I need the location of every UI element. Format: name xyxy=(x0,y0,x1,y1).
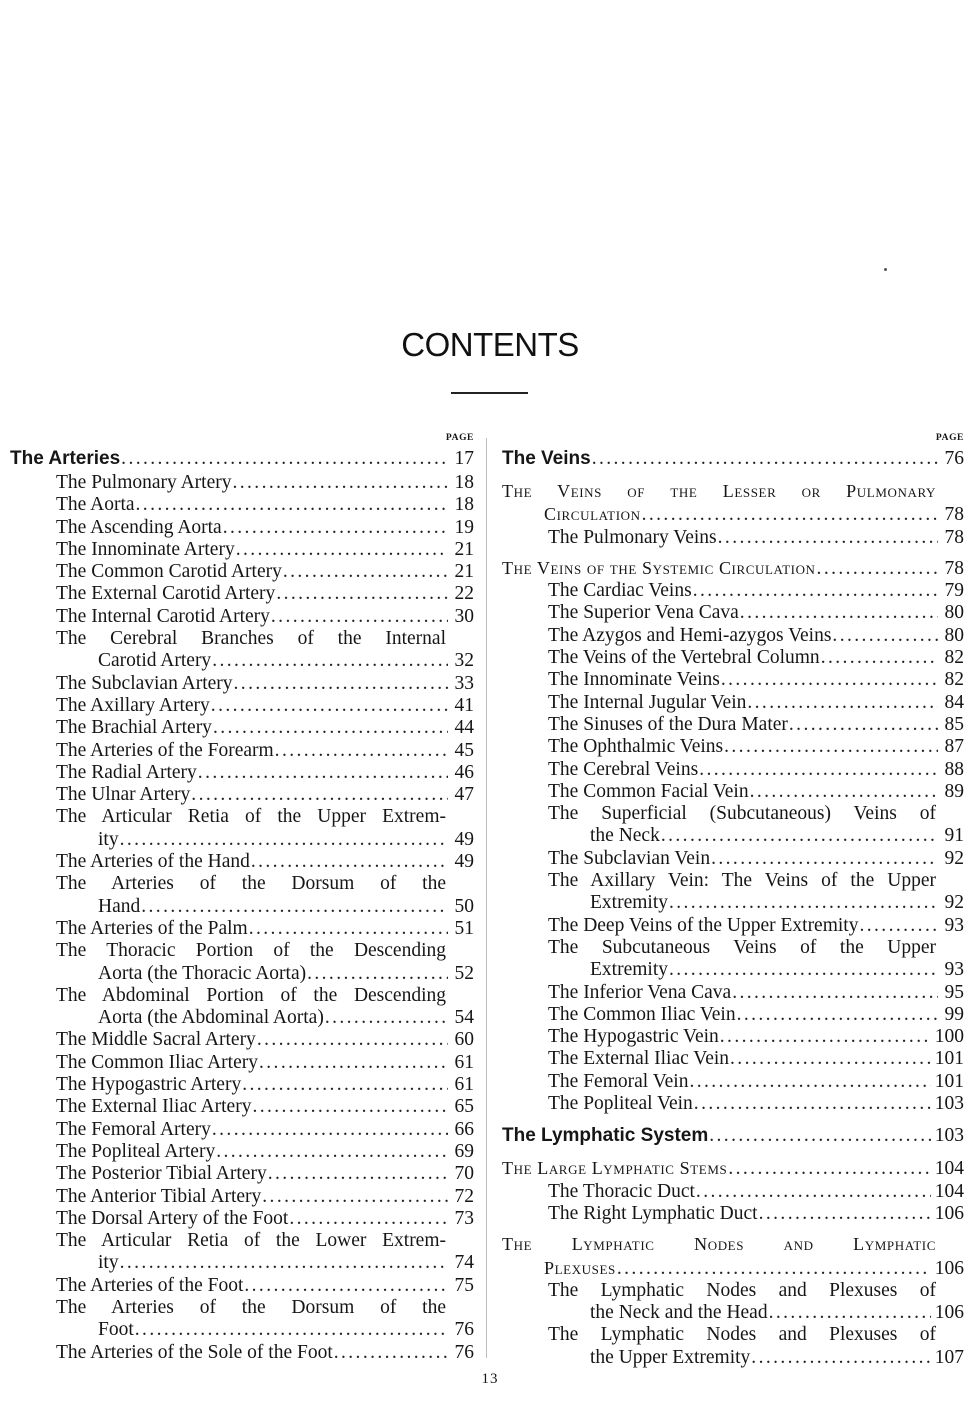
dot-leader xyxy=(271,606,448,628)
contents-left-column xyxy=(10,430,474,1364)
toc-page-number: 107 xyxy=(934,1346,964,1368)
toc-entry[interactable] xyxy=(10,472,474,494)
toc-page-number: 49 xyxy=(454,828,474,850)
toc-page-number: 19 xyxy=(454,516,474,538)
dot-leader xyxy=(750,781,938,803)
toc-entry-title: The Arteries of the Foot xyxy=(56,1274,244,1296)
toc-entry-title: The Lymphatic System xyxy=(502,1125,709,1147)
dot-leader xyxy=(232,472,448,494)
toc-entry-title: The Hypogastric Artery xyxy=(56,1074,242,1096)
toc-page-number: 47 xyxy=(454,784,474,806)
toc-entry-title: The Common Carotid Artery xyxy=(56,561,282,583)
toc-entry-title: The External Iliac Artery xyxy=(56,1096,252,1118)
toc-page-number: 79 xyxy=(944,580,964,602)
dot-leader xyxy=(276,583,448,605)
dot-leader xyxy=(699,759,938,781)
dot-leader xyxy=(751,1347,930,1369)
toc-page-number: 104 xyxy=(934,1158,964,1180)
section-gap xyxy=(502,1225,964,1233)
toc-entry-title: The Common Iliac Artery xyxy=(56,1051,258,1073)
toc-page-number: 78 xyxy=(944,526,964,548)
dot-leader xyxy=(249,918,448,940)
toc-chapter[interactable] xyxy=(502,446,964,472)
toc-entry-title: The Arteries of the Sole of the Foot xyxy=(56,1341,333,1363)
toc-entry-title: Circulation xyxy=(544,504,641,525)
section-gap xyxy=(502,1115,964,1123)
toc-entry[interactable] xyxy=(10,695,474,717)
toc-page-number: 32 xyxy=(454,650,474,672)
dot-leader xyxy=(721,669,938,691)
toc-entry-title: The Cardiac Veins xyxy=(548,580,692,602)
toc-entry[interactable] xyxy=(502,759,964,781)
toc-entry-title: The Femoral Vein xyxy=(548,1070,689,1092)
toc-entry-title: The Aorta xyxy=(56,494,135,516)
title-rule xyxy=(451,392,528,394)
toc-page-number: 92 xyxy=(944,847,964,869)
dot-leader xyxy=(211,695,448,717)
toc-entry-title: The Articular Retia of the Upper Extrem- xyxy=(56,806,446,828)
toc-entry[interactable] xyxy=(10,1119,474,1141)
toc-entry[interactable] xyxy=(10,940,474,985)
toc-entry[interactable] xyxy=(502,1026,964,1048)
dot-leader xyxy=(689,1071,930,1093)
dot-leader xyxy=(709,1123,931,1149)
section-gap xyxy=(502,1149,964,1157)
toc-entry[interactable] xyxy=(502,937,964,982)
toc-entry-title: ity xyxy=(98,1252,119,1274)
toc-chapter[interactable] xyxy=(502,1123,964,1149)
toc-entry[interactable] xyxy=(502,781,964,803)
dot-leader xyxy=(693,580,938,602)
toc-entry[interactable] xyxy=(10,1141,474,1163)
toc-page-number: 54 xyxy=(454,1007,474,1029)
toc-page-number: 49 xyxy=(454,851,474,873)
toc-entry[interactable] xyxy=(10,717,474,739)
dot-leader xyxy=(275,740,448,762)
toc-entry-title: The Subclavian Vein xyxy=(548,847,711,869)
toc-entry-title: The Ascending Aorta xyxy=(56,516,222,538)
toc-page-number: 106 xyxy=(934,1257,964,1279)
toc-page-number: 100 xyxy=(934,1026,964,1048)
toc-entry-title: ity xyxy=(98,828,119,850)
toc-entry-title: The Veins of the Lesser or Pulmonary xyxy=(502,481,936,501)
toc-entry[interactable] xyxy=(10,851,474,873)
toc-entry[interactable] xyxy=(502,982,964,1004)
dot-leader xyxy=(696,1181,931,1203)
dot-leader xyxy=(289,1208,448,1230)
toc-page-number: 82 xyxy=(944,669,964,691)
toc-entry[interactable] xyxy=(502,602,964,624)
toc-entry-title: The Internal Jugular Vein xyxy=(548,691,747,713)
toc-entry-title: Aorta (the Thoracic Aorta) xyxy=(98,962,307,984)
toc-page-number: 76 xyxy=(454,1341,474,1363)
toc-entry[interactable] xyxy=(10,561,474,583)
toc-list-right xyxy=(502,446,964,1369)
toc-entry[interactable] xyxy=(10,1342,474,1364)
dot-leader xyxy=(694,1093,931,1115)
dot-leader xyxy=(832,625,938,647)
toc-entry-title: The Cerebral Veins xyxy=(548,758,699,780)
toc-page-number: 76 xyxy=(454,1319,474,1341)
toc-page-number: 66 xyxy=(454,1118,474,1140)
toc-page-number: 41 xyxy=(454,694,474,716)
page-title: CONTENTS xyxy=(401,326,579,363)
dot-leader xyxy=(136,494,448,516)
dot-leader xyxy=(592,446,938,472)
toc-entry[interactable] xyxy=(10,1163,474,1185)
toc-entry[interactable] xyxy=(502,692,964,714)
toc-entry-title: The Superior Vena Cava xyxy=(548,602,739,624)
toc-entry-title: The Axillary Artery xyxy=(56,694,210,716)
toc-page-number: 73 xyxy=(454,1207,474,1229)
toc-page-number: 44 xyxy=(454,717,474,739)
dot-leader xyxy=(216,1141,448,1163)
toc-entry-title: The Arteries of the Forearm xyxy=(56,739,274,761)
toc-page-number: 106 xyxy=(934,1302,964,1324)
dot-leader xyxy=(242,1074,448,1096)
toc-entry-title: Plexuses xyxy=(544,1257,616,1278)
toc-entry-title: The Azygos and Hemi-azygos Veins xyxy=(548,624,832,646)
toc-page-number: 18 xyxy=(454,494,474,516)
dot-leader xyxy=(120,829,448,851)
toc-entry-title: The Innominate Artery xyxy=(56,538,235,560)
toc-entry-title: the Neck xyxy=(590,825,660,847)
toc-entry-title: The Cerebral Branches of the Internal xyxy=(56,628,446,650)
page-column-label: PAGE xyxy=(935,433,964,443)
toc-entry-title: The Common Iliac Vein xyxy=(548,1003,736,1025)
toc-page-number: 85 xyxy=(944,713,964,735)
toc-entry-title: The Radial Artery xyxy=(56,761,197,783)
toc-entry[interactable] xyxy=(10,740,474,762)
toc-entry-title: The Ophthalmic Veins xyxy=(548,736,724,758)
toc-entry[interactable] xyxy=(10,1230,474,1275)
toc-entry[interactable] xyxy=(10,517,474,539)
toc-page-number: 65 xyxy=(454,1096,474,1118)
toc-page-number: 60 xyxy=(454,1029,474,1051)
toc-entry-title: The Arteries of the Dorsum of the xyxy=(56,873,446,895)
toc-page-number: 91 xyxy=(944,825,964,847)
toc-entry[interactable] xyxy=(10,1275,474,1297)
toc-page-number: 89 xyxy=(944,780,964,802)
toc-entry-title: The Middle Sacral Artery xyxy=(56,1029,256,1051)
toc-page-number: 22 xyxy=(454,583,474,605)
toc-page-number: 70 xyxy=(454,1163,474,1185)
toc-entry-title: The Veins of the Systemic Circulation xyxy=(502,557,816,578)
toc-page-number: 61 xyxy=(454,1051,474,1073)
toc-entry[interactable] xyxy=(10,673,474,695)
toc-entry-title: The Sinuses of the Dura Mater xyxy=(548,713,788,735)
toc-section[interactable] xyxy=(502,1157,964,1180)
toc-entry[interactable] xyxy=(502,915,964,937)
toc-entry[interactable] xyxy=(502,1280,964,1325)
toc-entry-title: The Articular Retia of the Lower Extrem- xyxy=(56,1230,446,1252)
dot-leader xyxy=(262,1186,448,1208)
dot-leader xyxy=(213,717,448,739)
dot-leader xyxy=(821,647,938,669)
toc-page-number: 61 xyxy=(454,1074,474,1096)
toc-entry-title: Aorta (the Abdominal Aorta) xyxy=(98,1007,324,1029)
dot-leader xyxy=(724,736,938,758)
toc-entry[interactable] xyxy=(502,1203,964,1225)
toc-entry[interactable] xyxy=(502,1181,964,1203)
toc-entry[interactable] xyxy=(502,1093,964,1115)
page-column-label: PAGE xyxy=(445,433,474,443)
toc-entry-title: The Subclavian Artery xyxy=(56,672,233,694)
toc-entry-title: The Superficial (Subcutaneous) Veins of xyxy=(548,803,936,825)
toc-entry-title: The Abdominal Portion of the Descending xyxy=(56,984,446,1006)
dot-leader xyxy=(661,825,938,847)
toc-entry[interactable] xyxy=(10,784,474,806)
dot-leader xyxy=(669,959,938,981)
dot-leader xyxy=(730,1048,931,1070)
toc-section[interactable] xyxy=(502,557,964,580)
toc-page-number: 103 xyxy=(934,1125,964,1147)
toc-entry[interactable] xyxy=(10,1052,474,1074)
dot-leader xyxy=(732,982,938,1004)
dot-leader xyxy=(737,1004,938,1026)
toc-entry-title: The Right Lymphatic Duct xyxy=(548,1202,758,1224)
toc-page-number: 87 xyxy=(944,736,964,758)
toc-page-number: 93 xyxy=(944,914,964,936)
dot-leader xyxy=(740,602,938,624)
toc-section[interactable] xyxy=(502,480,964,527)
toc-entry[interactable] xyxy=(502,647,964,669)
dot-leader xyxy=(257,1029,448,1051)
dot-leader xyxy=(307,963,448,985)
page-number: 13 xyxy=(481,1371,499,1387)
toc-page-number: 80 xyxy=(944,624,964,646)
toc-entry-title: The Subcutaneous Veins of the Upper xyxy=(548,936,936,958)
dot-leader xyxy=(191,784,448,806)
dot-leader xyxy=(120,1252,448,1274)
toc-entry[interactable] xyxy=(10,1186,474,1208)
toc-entry-title: The Deep Veins of the Upper Extremity xyxy=(548,914,859,936)
dot-leader xyxy=(334,1342,448,1364)
dot-leader xyxy=(759,1203,931,1225)
toc-page-number: 18 xyxy=(454,472,474,493)
toc-page-number: 75 xyxy=(454,1274,474,1296)
toc-entry[interactable] xyxy=(502,625,964,647)
toc-page-number: 101 xyxy=(934,1070,964,1092)
toc-entry-title: The Thoracic Duct xyxy=(548,1180,695,1202)
toc-entry-title: The Inferior Vena Cava xyxy=(548,981,732,1003)
toc-entry-title: The Femoral Artery xyxy=(56,1118,211,1140)
toc-entry-title: The External Iliac Vein xyxy=(548,1048,730,1070)
toc-entry-title: The Lymphatic Nodes and Plexuses of xyxy=(548,1324,936,1346)
toc-entry-title: The Lymphatic Nodes and Lymphatic xyxy=(502,1234,936,1255)
toc-page-number: 76 xyxy=(944,448,964,469)
dot-leader xyxy=(859,915,938,937)
toc-page-number: 78 xyxy=(944,557,964,579)
toc-entry-title: The Pulmonary Artery xyxy=(56,472,232,493)
toc-entry-title: The Pulmonary Veins xyxy=(548,526,717,548)
toc-entry-title: The Ulnar Artery xyxy=(56,784,191,806)
dot-leader xyxy=(718,527,938,549)
toc-page-number: 17 xyxy=(454,448,474,469)
toc-entry[interactable] xyxy=(10,539,474,561)
dot-leader xyxy=(789,714,938,736)
toc-entry-title: The Large Lymphatic Stems xyxy=(502,1158,728,1179)
toc-entry-title: The Arteries of the Hand xyxy=(56,851,250,873)
toc-entry-title: The Thoracic Portion of the Descending xyxy=(56,940,446,962)
toc-entry[interactable] xyxy=(502,1048,964,1070)
toc-entry-title: Extremity xyxy=(590,892,668,914)
dot-leader xyxy=(198,762,448,784)
toc-entry[interactable] xyxy=(502,870,964,915)
toc-page-number: 51 xyxy=(454,917,474,939)
toc-page-number: 52 xyxy=(454,962,474,984)
toc-entry[interactable] xyxy=(10,873,474,918)
dot-leader xyxy=(251,851,448,873)
toc-entry[interactable] xyxy=(502,848,964,870)
toc-entry-title: The Veins of the Vertebral Column xyxy=(548,647,820,669)
toc-page-number: 93 xyxy=(944,959,964,981)
toc-entry[interactable] xyxy=(10,1096,474,1118)
dot-leader xyxy=(141,896,448,918)
dot-leader xyxy=(769,1302,931,1324)
toc-page-number: 30 xyxy=(454,605,474,627)
toc-page-number: 78 xyxy=(944,504,964,526)
toc-page-number: 84 xyxy=(944,691,964,713)
dot-leader xyxy=(720,1026,931,1048)
toc-entry[interactable] xyxy=(502,1324,964,1369)
toc-entry-title: Foot xyxy=(98,1319,134,1341)
dot-leader xyxy=(212,650,448,672)
toc-entry-title: The Popliteal Artery xyxy=(56,1140,216,1162)
toc-page-number: 72 xyxy=(454,1185,474,1207)
toc-page-number: 69 xyxy=(454,1140,474,1162)
toc-page-number: 106 xyxy=(934,1202,964,1224)
column-divider xyxy=(486,438,487,1358)
toc-entry-title: The Arteries of the Palm xyxy=(56,917,248,939)
toc-entry[interactable] xyxy=(10,1297,474,1342)
toc-entry-title: The Posterior Tibial Artery xyxy=(56,1163,267,1185)
dot-leader xyxy=(642,504,938,526)
toc-page-number: 101 xyxy=(934,1048,964,1070)
dot-leader xyxy=(223,517,448,539)
toc-entry-title: The Arteries of the Dorsum of the xyxy=(56,1296,446,1318)
toc-entry-title: The Lymphatic Nodes and Plexuses of xyxy=(548,1279,936,1301)
toc-page-number: 92 xyxy=(944,892,964,914)
toc-page-number: 104 xyxy=(934,1180,964,1202)
dot-leader xyxy=(711,848,938,870)
toc-entry[interactable] xyxy=(10,1208,474,1230)
toc-page-number: 95 xyxy=(944,981,964,1003)
dot-leader xyxy=(747,692,938,714)
toc-page-number: 33 xyxy=(454,672,474,694)
toc-entry-title: the Neck and the Head xyxy=(590,1302,768,1324)
toc-entry-title: The External Carotid Artery xyxy=(56,583,276,605)
toc-entry[interactable] xyxy=(502,1071,964,1093)
dot-leader xyxy=(236,539,448,561)
toc-page-number: 80 xyxy=(944,602,964,624)
dot-leader xyxy=(252,1096,448,1118)
toc-entry[interactable] xyxy=(10,806,474,851)
toc-entry[interactable] xyxy=(10,762,474,784)
toc-entry[interactable] xyxy=(10,1029,474,1051)
section-gap xyxy=(502,549,964,557)
toc-entry[interactable] xyxy=(10,985,474,1030)
toc-entry-title: The Internal Carotid Artery xyxy=(56,605,270,627)
toc-entry-title: The Brachial Artery xyxy=(56,717,212,739)
toc-entry[interactable] xyxy=(10,494,474,516)
dot-leader xyxy=(283,561,448,583)
toc-entry-title: The Veins xyxy=(502,448,591,469)
toc-entry[interactable] xyxy=(502,714,964,736)
toc-section[interactable] xyxy=(502,1233,964,1280)
toc-entry-title: The Arteries xyxy=(10,448,121,469)
dot-leader xyxy=(234,673,448,695)
toc-chapter[interactable] xyxy=(10,446,474,472)
stray-mark xyxy=(884,268,887,271)
toc-entry[interactable] xyxy=(10,628,474,673)
toc-entry[interactable] xyxy=(10,918,474,940)
dot-leader xyxy=(669,892,938,914)
toc-entry-title: the Upper Extremity xyxy=(590,1346,751,1368)
toc-entry[interactable] xyxy=(502,669,964,691)
toc-entry-title: The Anterior Tibial Artery xyxy=(56,1185,262,1207)
dot-leader xyxy=(259,1052,448,1074)
toc-page-number: 45 xyxy=(454,739,474,761)
toc-entry[interactable] xyxy=(10,606,474,628)
toc-entry-title: The Innominate Veins xyxy=(548,669,720,691)
dot-leader xyxy=(728,1158,930,1180)
section-gap xyxy=(502,472,964,480)
toc-entry-title: The Axillary Vein: The Veins of the Upper xyxy=(548,870,936,892)
toc-page-number: 50 xyxy=(454,895,474,917)
dot-leader xyxy=(325,1007,448,1029)
toc-entry[interactable] xyxy=(502,803,964,848)
toc-entry-title: The Hypogastric Vein xyxy=(548,1026,719,1048)
dot-leader xyxy=(268,1163,448,1185)
toc-page-number: 74 xyxy=(454,1252,474,1274)
toc-entry-title: The Popliteal Vein xyxy=(548,1093,693,1115)
toc-entry-title: Carotid Artery xyxy=(98,650,212,672)
toc-page-number: 99 xyxy=(944,1003,964,1025)
dot-leader xyxy=(817,558,938,580)
toc-entry[interactable] xyxy=(502,580,964,602)
toc-page-number: 103 xyxy=(934,1093,964,1115)
toc-list-left xyxy=(10,446,474,1364)
dot-leader xyxy=(135,1319,448,1341)
toc-entry-title: The Common Facial Vein xyxy=(548,780,749,802)
toc-page-number: 82 xyxy=(944,647,964,669)
toc-entry-title: Extremity xyxy=(590,959,668,981)
contents-right-column xyxy=(502,430,964,1369)
toc-page-number: 21 xyxy=(454,561,474,583)
toc-page-number: 21 xyxy=(454,538,474,560)
dot-leader xyxy=(121,446,448,472)
toc-entry[interactable] xyxy=(10,1074,474,1096)
toc-entry[interactable] xyxy=(502,736,964,758)
toc-entry-title: Hand xyxy=(98,895,141,917)
toc-entry-title: The Dorsal Artery of the Foot xyxy=(56,1207,289,1229)
toc-entry[interactable] xyxy=(502,527,964,549)
toc-entry[interactable] xyxy=(10,583,474,605)
toc-page-number: 88 xyxy=(944,758,964,780)
dot-leader xyxy=(212,1119,448,1141)
toc-entry[interactable] xyxy=(502,1004,964,1026)
dot-leader xyxy=(617,1258,931,1280)
toc-page-number: 46 xyxy=(454,761,474,783)
dot-leader xyxy=(244,1275,448,1297)
